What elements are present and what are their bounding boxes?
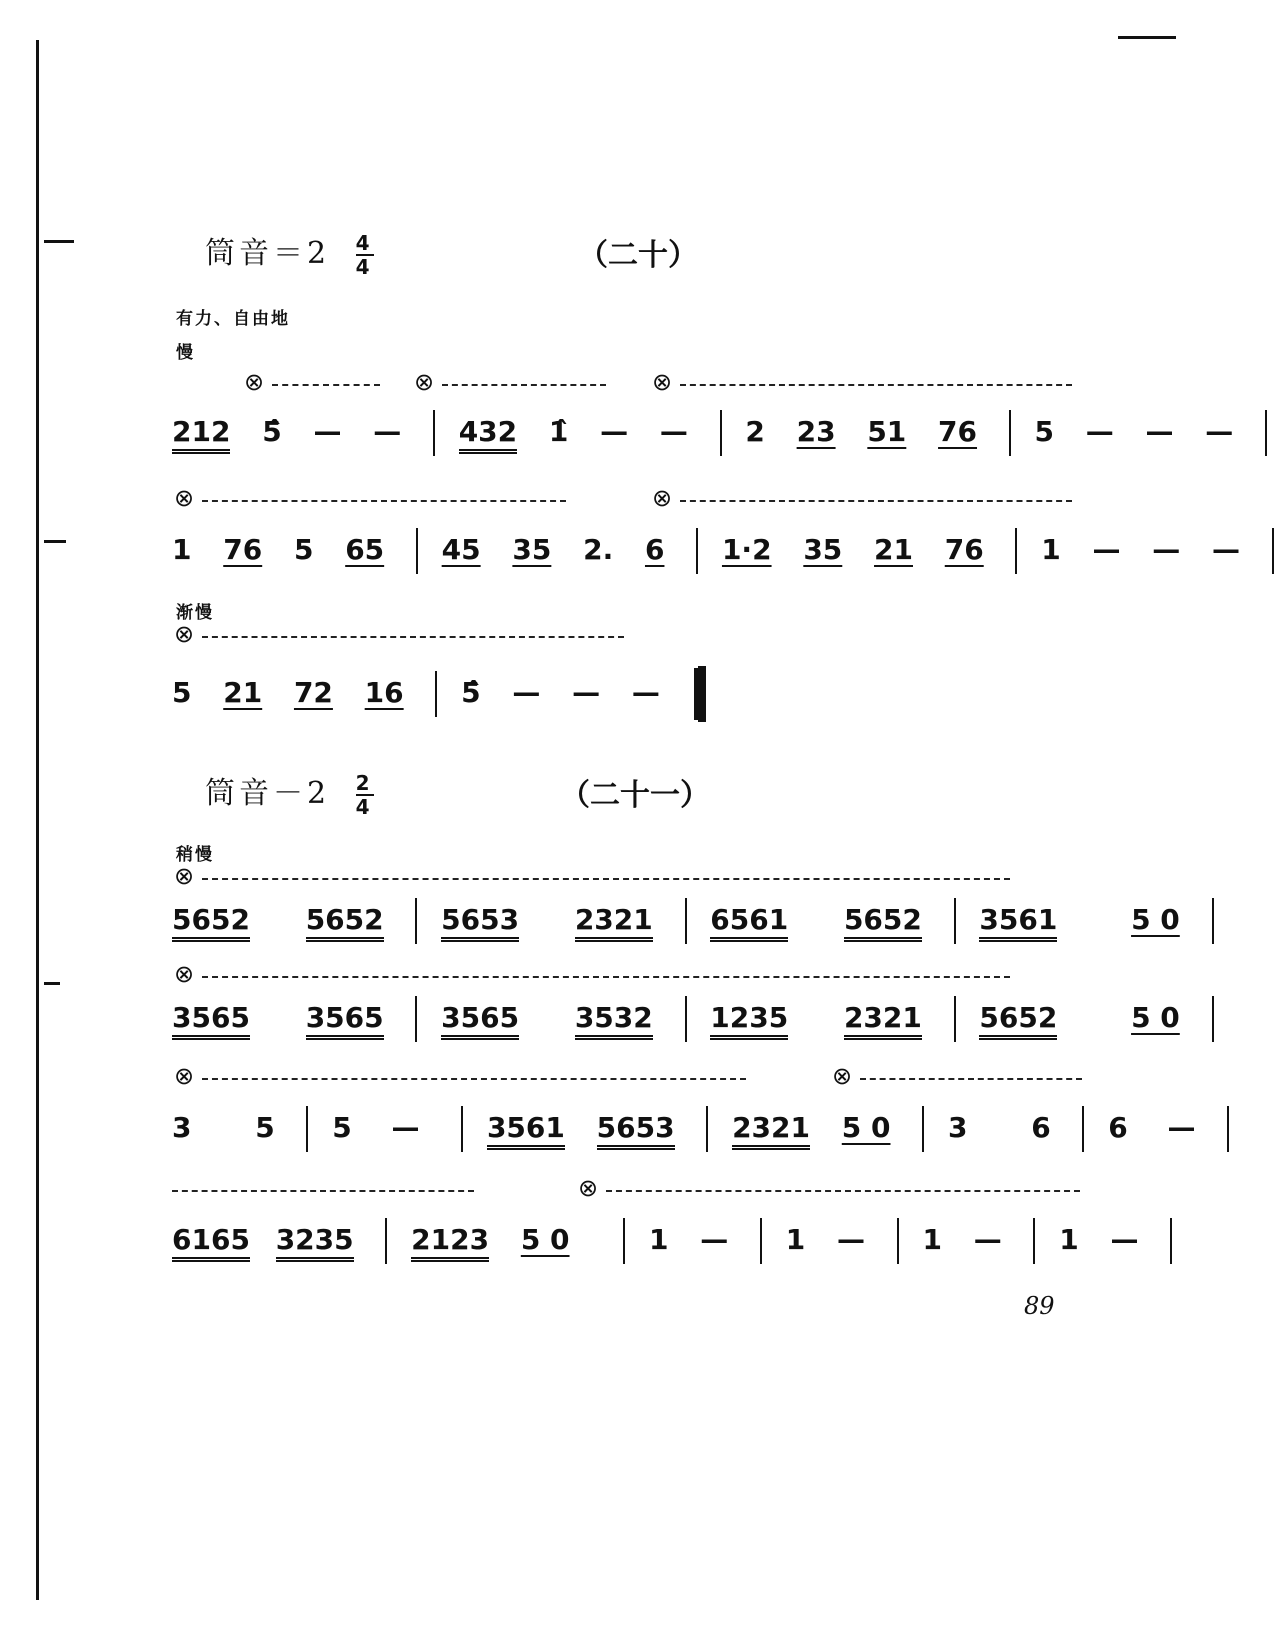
final-barline: [698, 666, 706, 722]
note: 5: [172, 676, 192, 709]
barline: [1212, 898, 1214, 944]
ts-denominator: 4: [355, 255, 374, 279]
note: 2123: [411, 1225, 489, 1262]
sustain-dash: —: [1211, 533, 1240, 566]
barline: [1033, 1218, 1035, 1264]
margin-tick: [44, 240, 74, 243]
note: 5: [255, 1111, 275, 1144]
barline: [385, 1218, 387, 1264]
note: 3: [172, 1111, 192, 1144]
sustain-dash: —: [313, 415, 342, 448]
note: 72: [293, 676, 333, 709]
barline: [415, 898, 417, 944]
barline: [1272, 528, 1274, 574]
piece21-number: （二十一）: [560, 778, 710, 813]
note: 5653: [441, 905, 519, 942]
note: 6165: [172, 1225, 250, 1262]
note: 3561: [979, 905, 1057, 942]
sustain-dash: —: [973, 1223, 1002, 1256]
vibrato-dash: [442, 384, 606, 386]
note: 21: [223, 676, 263, 709]
note: 5 0: [520, 1223, 570, 1256]
note: 5653: [597, 1113, 675, 1150]
piece20-tuning: [205, 228, 374, 278]
note: 5652: [844, 905, 922, 942]
vibrato-symbol: ⊗: [174, 1062, 195, 1090]
vibrato-dash: [172, 1190, 474, 1192]
vibrato-dash: [202, 878, 1010, 880]
staff-line: [172, 1106, 1243, 1152]
note: 1235: [710, 1003, 788, 1040]
note: 3561: [487, 1113, 565, 1150]
tempo-mark: 稍慢: [176, 845, 214, 865]
tuning-label: 筒音－: [205, 776, 307, 811]
barline: [1170, 1218, 1172, 1264]
note: 5: [1034, 415, 1054, 448]
sustain-dash: —: [700, 1223, 729, 1256]
note: 212: [172, 417, 230, 454]
vibrato-symbol: ⊗: [652, 484, 673, 512]
staff-line: [172, 528, 1275, 574]
tempo-mark: 渐慢: [176, 603, 214, 623]
ts-denominator: 4: [355, 795, 374, 819]
note: 5 0: [1131, 903, 1180, 936]
note: 76: [223, 533, 263, 566]
ts-numerator: 4: [355, 231, 374, 255]
barline: [1082, 1106, 1084, 1152]
barline: [760, 1218, 762, 1264]
note: 5 0: [841, 1111, 891, 1144]
note: 3: [947, 1111, 968, 1144]
note: 6: [644, 533, 665, 566]
note: 1: [649, 1223, 669, 1256]
tuning-label: 筒音＝: [205, 236, 307, 271]
margin-tick: [44, 982, 60, 985]
note: 1·2: [721, 533, 772, 566]
note: 432: [459, 417, 517, 454]
vibrato-symbol: ⊗: [832, 1062, 853, 1090]
note: 51: [867, 415, 907, 448]
margin-tick: [44, 540, 66, 543]
note: 76: [938, 415, 978, 448]
vibrato-dash: [680, 384, 1072, 386]
sustain-dash: —: [1205, 415, 1234, 448]
note: 1: [1041, 533, 1061, 566]
vibrato-symbol: ⊗: [174, 620, 195, 648]
vibrato-dash: [202, 636, 624, 638]
corner-rule: [1118, 36, 1176, 39]
vibrato-dash: [202, 976, 1010, 978]
sustain-dash: —: [391, 1111, 420, 1144]
note: 5: [293, 533, 314, 566]
barline: [623, 1218, 625, 1264]
note: 6: [1108, 1111, 1128, 1144]
note: 3235: [276, 1225, 354, 1262]
sustain-dash: —: [1152, 533, 1181, 566]
barline: [897, 1218, 899, 1264]
note: 5652: [306, 905, 384, 942]
note: 2321: [844, 1003, 922, 1040]
note: 3565: [306, 1003, 384, 1040]
staff-line: [172, 410, 1275, 456]
note: 5 0: [1131, 1001, 1180, 1034]
vibrato-symbol: ⊗: [174, 960, 195, 988]
staff-line: [172, 1218, 1186, 1264]
note: 2321: [575, 905, 653, 942]
barline: [954, 996, 956, 1042]
note: 3532: [575, 1003, 653, 1040]
barline: [1009, 410, 1011, 456]
barline: [685, 996, 687, 1042]
note: 5̂: [461, 676, 481, 709]
sustain-dash: —: [1085, 415, 1114, 448]
barline: [435, 671, 437, 717]
vibrato-dash: [680, 500, 1072, 502]
barline: [706, 1106, 708, 1152]
page-number: 89: [1024, 1292, 1055, 1320]
sustain-dash: —: [1092, 533, 1121, 566]
time-signature: [356, 232, 374, 278]
note: 21: [874, 533, 913, 566]
staff-line: [172, 666, 706, 722]
vibrato-symbol: ⊗: [174, 484, 195, 512]
barline: [1212, 996, 1214, 1042]
barline: [1265, 410, 1267, 456]
note: 6: [1031, 1111, 1051, 1144]
note: 5652: [979, 1003, 1057, 1040]
note: 23: [796, 415, 836, 448]
expression-mark: 有力、自由地: [176, 309, 290, 329]
sustain-dash: —: [572, 676, 601, 709]
barline: [416, 528, 418, 574]
sustain-dash: —: [600, 415, 629, 448]
sustain-dash: —: [512, 676, 541, 709]
tuning-note: 2: [307, 236, 331, 271]
note: 5̂: [262, 415, 282, 448]
note: 2.: [583, 533, 614, 566]
note: 3565: [172, 1003, 250, 1040]
barline: [415, 996, 417, 1042]
note: 1: [1059, 1223, 1079, 1256]
barline: [696, 528, 698, 574]
barline: [685, 898, 687, 944]
barline: [1015, 528, 1017, 574]
barline: [720, 410, 722, 456]
note: 16: [364, 676, 404, 709]
barline: [433, 410, 435, 456]
vibrato-symbol: ⊗: [414, 368, 435, 396]
note: 45: [441, 533, 481, 566]
sustain-dash: —: [1167, 1111, 1196, 1144]
vibrato-dash: [272, 384, 380, 386]
sustain-dash: —: [631, 676, 660, 709]
sustain-dash: —: [659, 415, 688, 448]
vibrato-symbol: ⊗: [174, 862, 195, 890]
barline: [1227, 1106, 1229, 1152]
staff-line: [172, 996, 1228, 1042]
note: 35: [803, 533, 843, 566]
tempo-mark: 慢: [176, 343, 195, 363]
note: 1: [172, 533, 192, 566]
sustain-dash: —: [837, 1223, 865, 1256]
vibrato-dash: [202, 500, 566, 502]
note: 76: [944, 533, 984, 566]
note: 35: [512, 533, 552, 566]
note: 65: [345, 533, 385, 566]
vibrato-symbol: ⊗: [244, 368, 265, 396]
note: 1̂: [548, 415, 569, 448]
ts-numerator: 2: [355, 771, 374, 795]
note: 1: [922, 1223, 942, 1256]
note: 5: [332, 1111, 352, 1144]
note: 2321: [732, 1113, 810, 1150]
note: 5652: [172, 905, 250, 942]
note: 2: [745, 415, 765, 448]
note: 1: [785, 1223, 806, 1256]
staff-line: [172, 898, 1228, 944]
left-margin-line: [36, 40, 39, 1600]
piece20-number: （二十）: [578, 238, 698, 273]
barline: [922, 1106, 924, 1152]
note: 6561: [710, 905, 788, 942]
vibrato-symbol: ⊗: [578, 1174, 599, 1202]
vibrato-dash: [606, 1190, 1080, 1192]
barline: [461, 1106, 463, 1152]
vibrato-symbol: ⊗: [652, 368, 673, 396]
barline: [954, 898, 956, 944]
sustain-dash: —: [1145, 415, 1174, 448]
barline: [306, 1106, 308, 1152]
tuning-note: 2: [307, 776, 331, 811]
sustain-dash: —: [1110, 1223, 1139, 1256]
vibrato-dash: [860, 1078, 1082, 1080]
sustain-dash: —: [373, 415, 402, 448]
note: 3565: [441, 1003, 519, 1040]
vibrato-dash: [202, 1078, 746, 1080]
time-signature: [356, 772, 374, 818]
piece21-tuning: [205, 768, 374, 818]
